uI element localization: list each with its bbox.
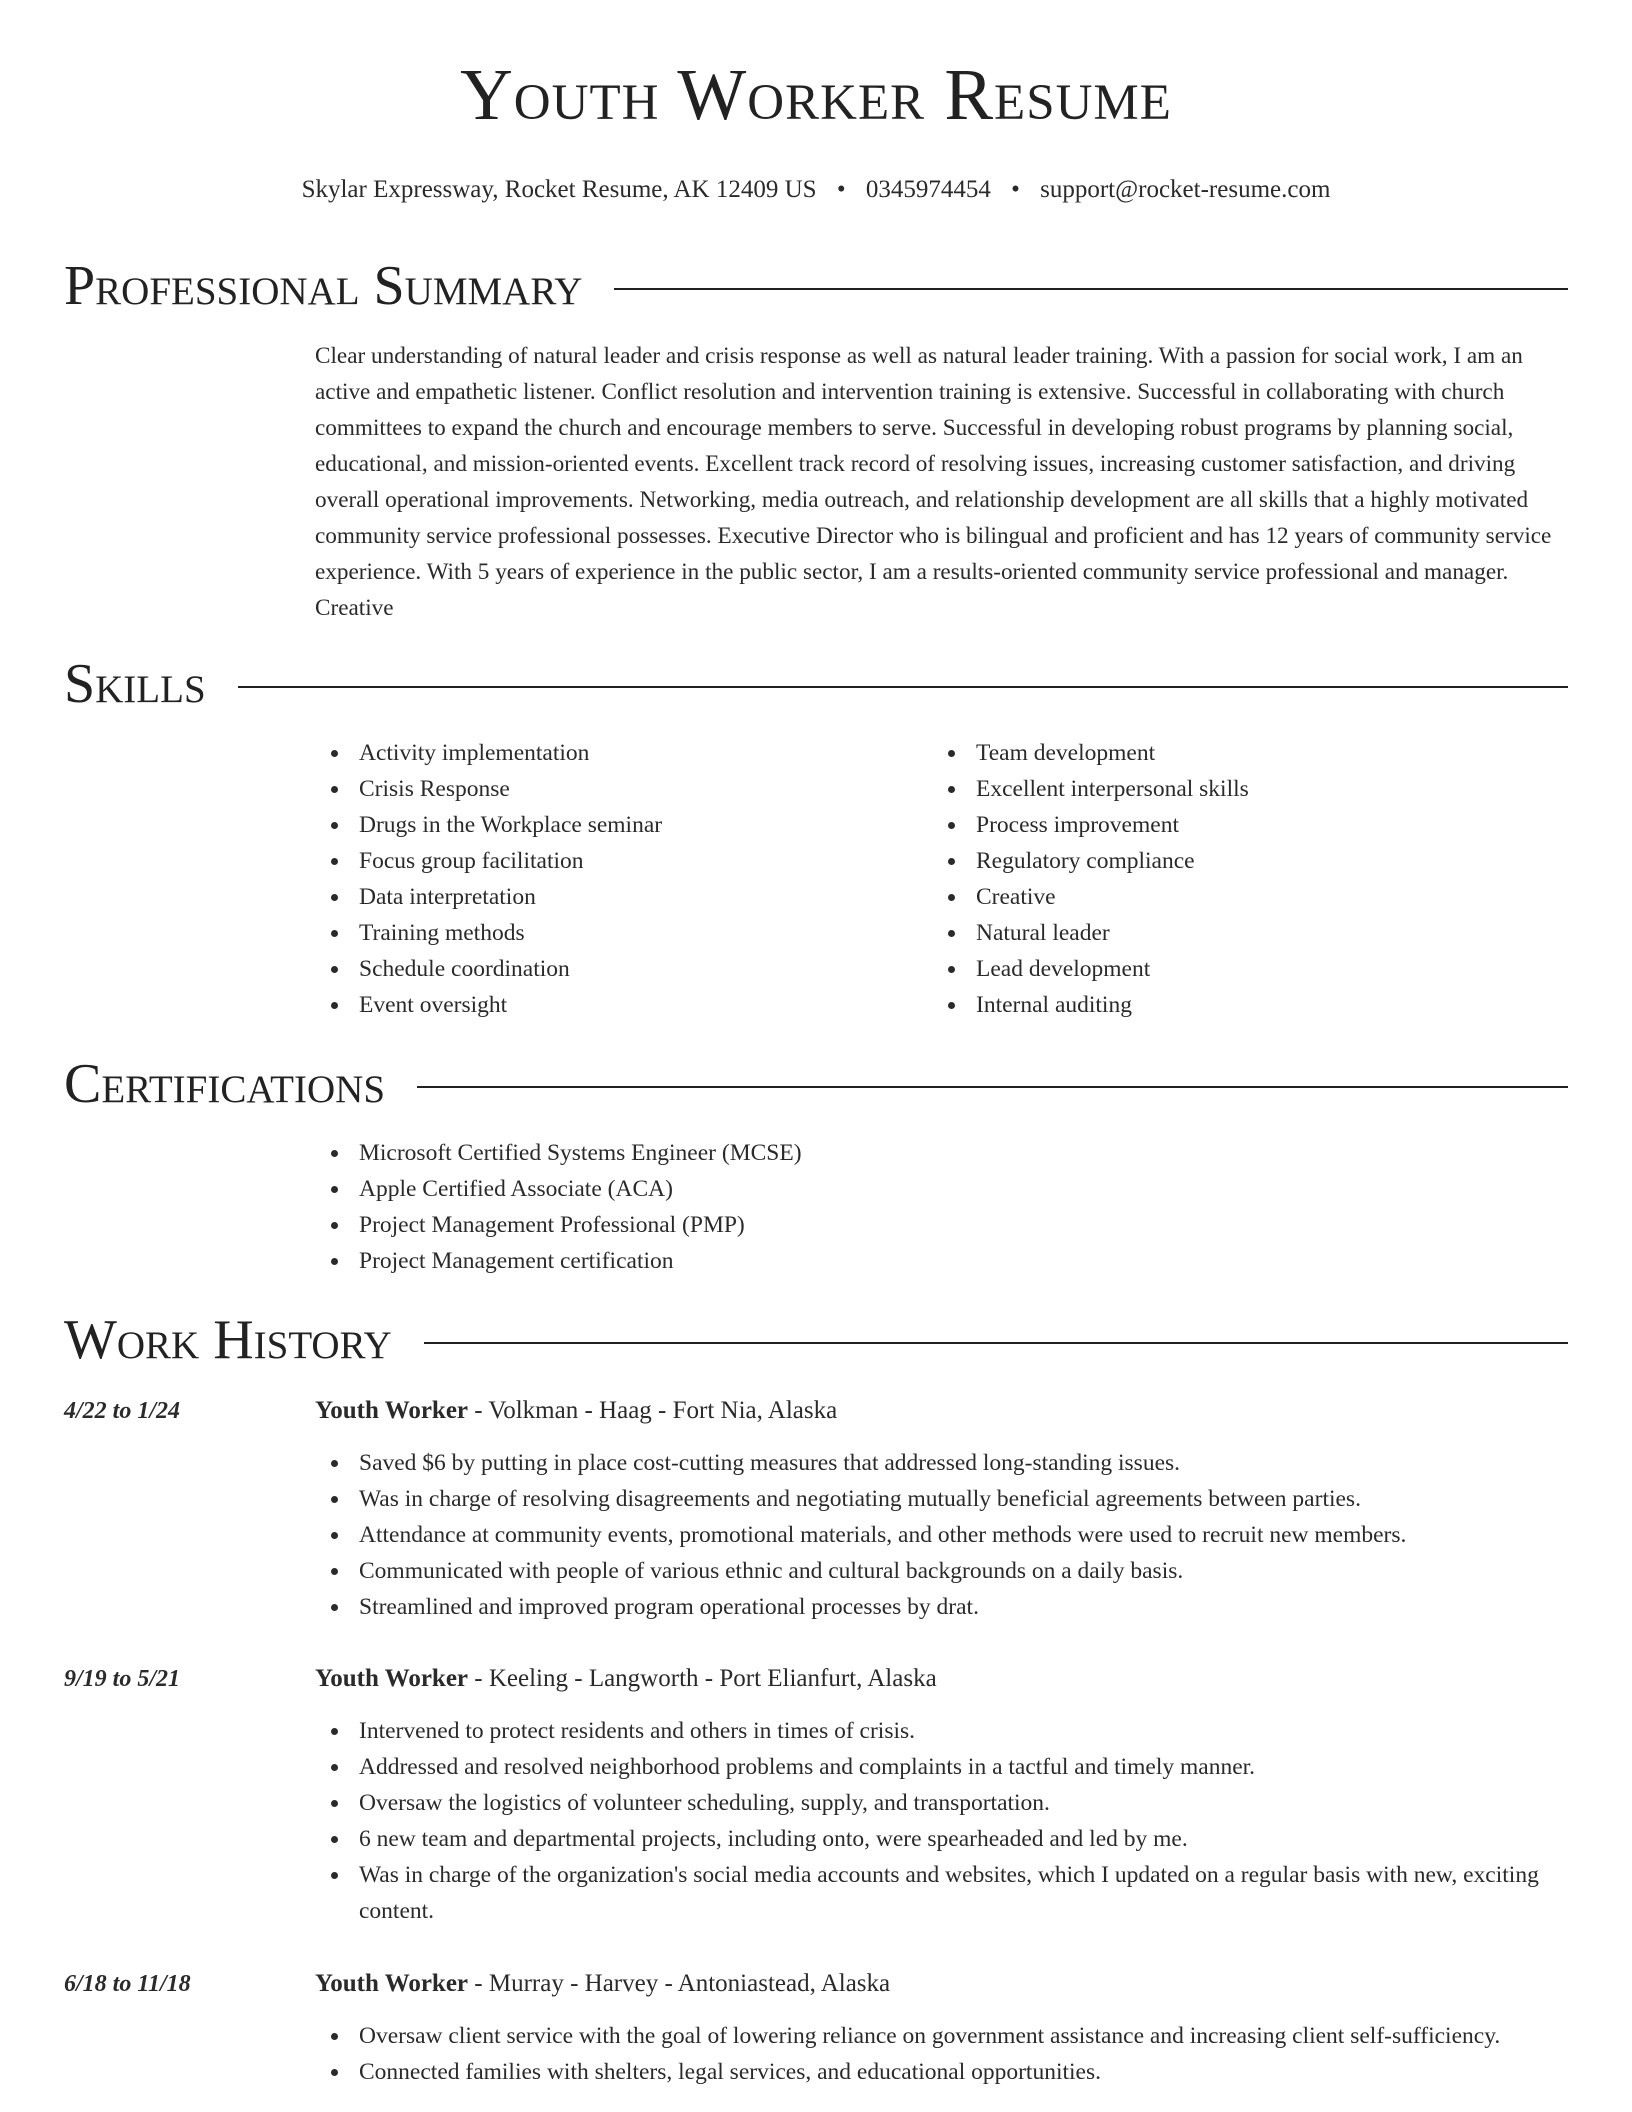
skills-section-header xyxy=(64,653,1568,715)
certification-item: Project Management Professional (PMP) xyxy=(315,1207,802,1243)
section-divider xyxy=(614,288,1568,290)
job-duties xyxy=(315,2018,1569,2090)
job-employer-location: - Volkman - Haag - Fort Nia, Alaska xyxy=(468,1397,838,1424)
section-divider xyxy=(238,686,1568,688)
job-duty-item: Addressed and resolved neighborhood problems and complaints in a tactful and timely manner. xyxy=(315,1749,1569,1785)
contact-email: support@rocket-resume.com xyxy=(1040,176,1331,203)
skill-item: Regulatory compliance xyxy=(932,843,1249,879)
job-duty-item: Oversaw client service with the goal of lowering reliance on government assistance and increasing client self-sufficiency. xyxy=(315,2018,1569,2054)
job-dates: 4/22 to 1/24 xyxy=(64,1398,181,1424)
skill-item: Process improvement xyxy=(932,807,1249,843)
summary-section-header xyxy=(64,255,1568,317)
certification-item: Apple Certified Associate (ACA) xyxy=(315,1171,802,1207)
job-dates: 6/18 to 11/18 xyxy=(64,1971,191,1997)
job-duty-item: Oversaw the logistics of volunteer scheduling, supply, and transportation. xyxy=(315,1785,1569,1821)
skill-item: Data interpretation xyxy=(315,879,662,915)
job-duty-item: Streamlined and improved program operational processes by drat. xyxy=(315,1589,1569,1625)
certifications-section-header xyxy=(64,1053,1568,1115)
job-duty-item: Connected families with shelters, legal services, and educational opportunities. xyxy=(315,2054,1569,2090)
job-role: Youth Worker xyxy=(315,1970,469,1997)
skills-heading: Skills xyxy=(64,653,206,715)
skill-item: Crisis Response xyxy=(315,771,662,807)
skill-item: Lead development xyxy=(932,951,1249,987)
skill-item: Focus group facilitation xyxy=(315,843,662,879)
job-heading xyxy=(315,1661,937,1697)
skill-item: Event oversight xyxy=(315,987,662,1023)
job-employer-location: - Murray - Harvey - Antoniastead, Alaska xyxy=(468,1970,891,1997)
certification-item: Microsoft Certified Systems Engineer (MCSE) xyxy=(315,1135,802,1171)
job-role: Youth Worker xyxy=(315,1397,469,1424)
job-duty-item: Attendance at community events, promotional materials, and other methods were used to recruit new members. xyxy=(315,1517,1569,1553)
contact-line xyxy=(64,176,1568,204)
contact-separator: • xyxy=(836,176,846,203)
skill-item: Creative xyxy=(932,879,1249,915)
work-history-heading: Work History xyxy=(64,1309,392,1371)
contact-address: Skylar Expressway, Rocket Resume, AK 12409 US xyxy=(301,176,817,203)
work-history-section-header xyxy=(64,1309,1568,1371)
skills-list-right xyxy=(932,735,1249,1023)
certifications-list xyxy=(315,1135,802,1279)
job-duty-item: Saved $6 by putting in place cost-cutting measures that addressed long-standing issues. xyxy=(315,1445,1569,1481)
skill-item: Training methods xyxy=(315,915,662,951)
contact-phone: 0345974454 xyxy=(865,176,991,203)
summary-heading: Professional Summary xyxy=(64,255,583,317)
skills-list-left xyxy=(315,735,662,1023)
job-employer-location: - Keeling - Langworth - Port Elianfurt, Alaska xyxy=(468,1665,937,1692)
summary-text: Clear understanding of natural leader and crisis response as well as natural leader training. With a passion for social work, I am an active and empathetic listener. Conflict resolution and intervention training is extensive. Successful in collaborating with church committees to expand the church and encourage members to serve. Successful in developing robust programs by planning social, educational, and mission-oriented events. Excellent track record of resolving issues, increasing customer satisfaction, and driving overall operational improvements. Networking, media outreach, and relationship development are all skills that a highly motivated community service professional possesses. Executive Director who is bilingual and proficient and has 12 years of community service experience. With 5 years of experience in the public sector, I am a results-oriented community service professional and manager. Creative xyxy=(315,343,1552,621)
skill-item: Schedule coordination xyxy=(315,951,662,987)
job-duty-item: Communicated with people of various ethnic and cultural backgrounds on a daily basis. xyxy=(315,1553,1569,1589)
job-heading xyxy=(315,1393,837,1429)
skill-item: Activity implementation xyxy=(315,735,662,771)
job-duty-item: Was in charge of resolving disagreements and negotiating mutually beneficial agreements between parties. xyxy=(315,1481,1569,1517)
section-divider xyxy=(417,1086,1568,1088)
contact-separator: • xyxy=(1011,176,1020,203)
skill-item: Drugs in the Workplace seminar xyxy=(315,807,662,843)
job-duty-item: Intervened to protect residents and others in times of crisis. xyxy=(315,1713,1569,1749)
job-duties xyxy=(315,1445,1569,1625)
certifications-heading: Certifications xyxy=(64,1053,386,1115)
skill-item: Natural leader xyxy=(932,915,1249,951)
resume-title: Youth Worker Resume xyxy=(460,54,1172,135)
skill-item: Excellent interpersonal skills xyxy=(932,771,1249,807)
certification-item: Project Management certification xyxy=(315,1243,802,1279)
skill-item: Internal auditing xyxy=(932,987,1249,1023)
job-duties xyxy=(315,1713,1569,1929)
job-dates: 9/19 to 5/21 xyxy=(64,1666,181,1692)
skill-item: Team development xyxy=(932,735,1249,771)
job-duty-item: Was in charge of the organization's social media accounts and websites, which I updated on a regular basis with new, exciting content. xyxy=(315,1857,1569,1929)
job-heading xyxy=(315,1966,890,2002)
job-duty-item: 6 new team and departmental projects, including onto, were spearheaded and led by me. xyxy=(315,1821,1569,1857)
job-role: Youth Worker xyxy=(315,1665,469,1692)
section-divider xyxy=(424,1342,1568,1344)
